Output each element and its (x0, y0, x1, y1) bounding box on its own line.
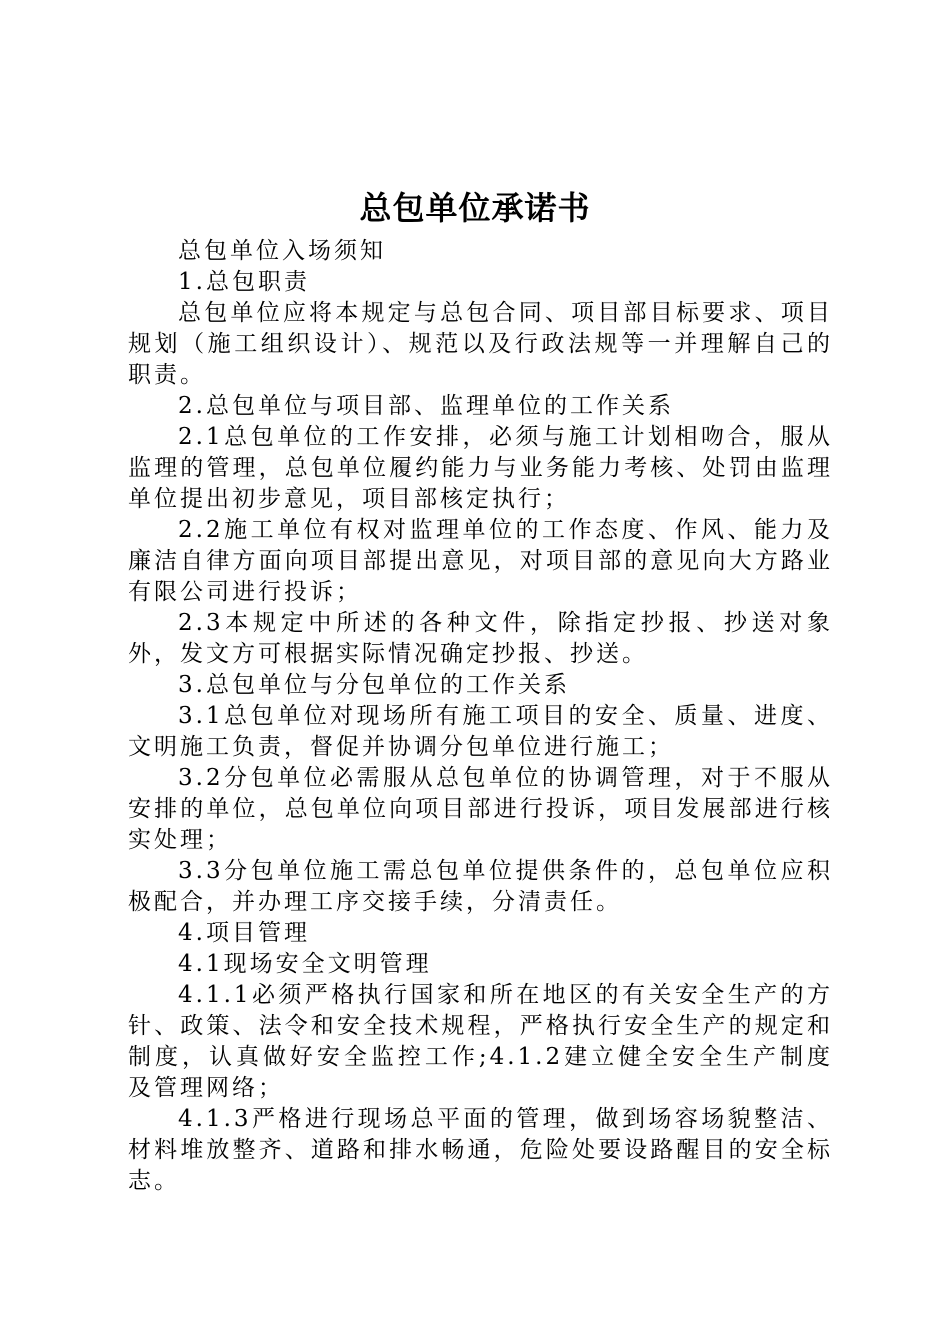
paragraph-section-2-heading: 2.总包单位与项目部、监理单位的工作关系 (178, 393, 674, 419)
paragraph-section-3-2: 3.2分包单位必需服从总包单位的协调管理，对于不服从安排的单位，总包单位向项目部进行投诉，项目发展部进行核实处理； (128, 765, 833, 853)
paragraph-section-4-1-1: 4.1.1必须严格执行国家和所在地区的有关安全生产的方针、政策、法令和安全技术规程，严格执行安全生产的规定和制度，认真做好安全监控工作;4.1.2建立健全安全生产制度及管理网络； (128, 982, 833, 1101)
paragraph-section-1-heading: 1.总包职责 (178, 269, 310, 295)
paragraph-section-4-1-heading: 4.1现场安全文明管理 (178, 951, 432, 977)
paragraph-intro-heading: 总包单位入场须知 (178, 238, 386, 264)
paragraph-section-2-2: 2.2施工单位有权对监理单位的工作态度、作风、能力及廉洁自律方面向项目部提出意见，对项目部的意见向大方路业有限公司进行投诉； (128, 517, 833, 605)
document-body (128, 236, 833, 1197)
paragraph-section-3-heading: 3.总包单位与分包单位的工作关系 (178, 672, 570, 698)
paragraph-section-4-heading: 4.项目管理 (178, 920, 310, 946)
document-title: 总包单位承诺书 (359, 189, 591, 227)
paragraph-section-1-text: 总包单位应将本规定与总包合同、项目部目标要求、项目规划（施工组织设计）、规范以及行政法规等一并理解自己的职责。 (128, 300, 833, 388)
paragraph-section-3-3: 3.3分包单位施工需总包单位提供条件的，总包单位应积极配合，并办理工序交接手续，分清责任。 (128, 858, 833, 915)
paragraph-section-2-3: 2.3本规定中所述的各种文件，除指定抄报、抄送对象外，发文方可根据实际情况确定抄报、抄送。 (128, 610, 833, 667)
paragraph-section-4-1-3: 4.1.3严格进行现场总平面的管理，做到场容场貌整洁、材料堆放整齐、道路和排水畅通，危险处要设路醒目的安全标志。 (128, 1106, 833, 1194)
paragraph-section-3-1: 3.1总包单位对现场所有施工项目的安全、质量、进度、文明施工负责，督促并协调分包单位进行施工； (128, 703, 833, 760)
paragraph-section-2-1: 2.1总包单位的工作安排，必须与施工计划相吻合，服从监理的管理，总包单位履约能力与业务能力考核、处罚由监理单位提出初步意见，项目部核定执行； (128, 424, 833, 512)
